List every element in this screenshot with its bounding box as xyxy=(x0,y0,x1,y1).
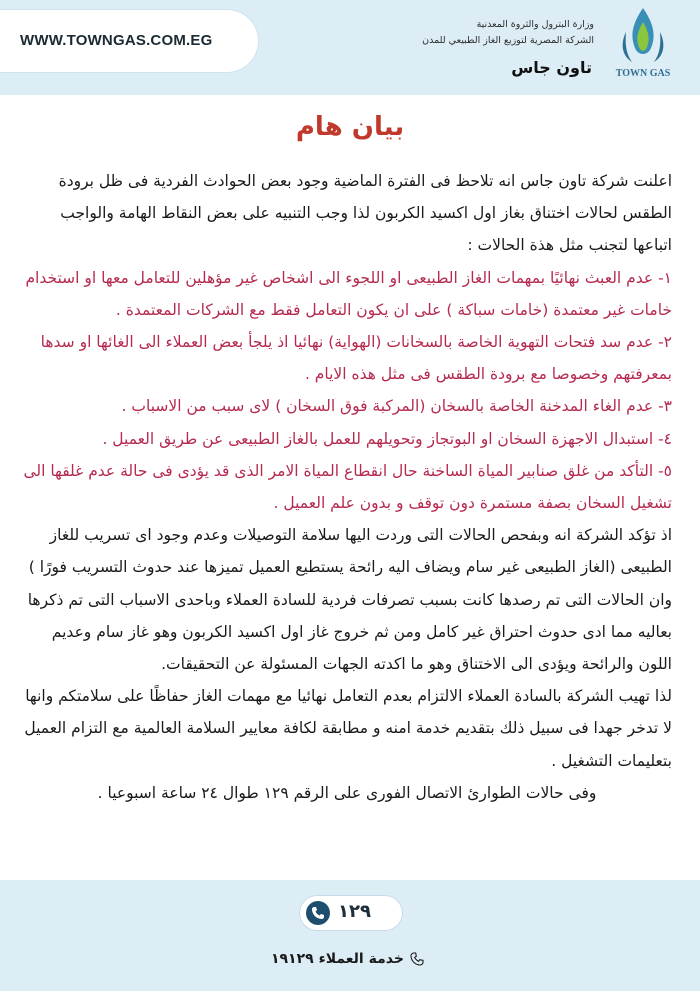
list-item: ٤- استبدال الاجهزة السخان او البوتجاز وتحويلهم للعمل بالغاز الطبيعى عن طريق العميل . xyxy=(102,429,672,448)
list-item: ١- عدم العبث نهائيًا بمهمات الغاز الطبيعى او اللجوء الى اشخاص غير مؤهلين للتعامل معها او استخدام خامات غير معتمدة (خامات سباكة ) على ان يكون التعامل فقط مع الشركات المعتمدة . xyxy=(25,268,672,319)
announcement-body xyxy=(22,165,672,809)
logo-text: TOWN GAS xyxy=(615,68,671,79)
hotline-number[interactable]: ١٢٩ xyxy=(338,901,371,922)
intro-paragraph: اعلنت شركة تاون جاس انه تلاحظ فى الفترة الماضية وجود بعض الحوادث الفردية فى ظل برودة الطقس لحالات اختناق بغاز اول اكسيد الكربون لذا وجب التنبيه على بعض النقاط الهامة والواجب اتباعها لتجنب مثل هذة الحالات : xyxy=(58,172,672,255)
brand-name: تاون جاس xyxy=(511,58,592,77)
list-item: ٢- عدم سد فتحات التهوية الخاصة بالسخانات (الهواية) نهائيا اذ يلجأ بعض العملاء الى الغائها او سدها بمعرفتهم وخصوصا مع برودة الطقس فى مثل هذه الايام . xyxy=(40,333,672,384)
phone-outline-icon xyxy=(409,951,425,967)
emergency-paragraph: وفى حالات الطوارئ الاتصال الفورى على الرقم ١٢٩ طوال ٢٤ ساعة اسبوعيا . xyxy=(97,783,597,802)
ministry-line-1: وزارة البترول والثروة المعدنية xyxy=(476,19,594,30)
appeal-paragraph: لذا تهيب الشركة بالسادة العملاء الالتزام بعدم التعامل نهائيا مع مهمات الغاز حفاظًا على سلامتكم وانها لا تدخر جهدا فى سبيل ذلك بتقديم خدمة امنه و مطابقة لكافة معايير السلامة العالمية مع التزام العميل بتعليمات التشغيل . xyxy=(24,687,672,770)
page-title: بيان هام xyxy=(295,112,405,142)
list-item: ٥- التأكد من غلق صنابير المياة الساخنة حال انقطاع المياة الامر الذى قد يؤدى فى حالة عدم غلقها الى تشغيل السخان بصفة مستمرة دون توقف و بدون علم العميل . xyxy=(23,461,672,513)
website-url-pill[interactable] xyxy=(0,10,258,72)
website-url[interactable]: WWW.TOWNGAS.COM.EG xyxy=(20,32,213,49)
customer-service-text: خدمة العملاء ١٩١٢٩ xyxy=(270,951,404,967)
list-item: ٣- عدم الغاء المدخنة الخاصة بالسخان (المركبة فوق السخان ) لاى سبب من الاسباب . xyxy=(121,397,672,416)
findings-paragraph: اذ تؤكد الشركة انه وبفحص الحالات التى وردت اليها سلامة التوصيلات وعدم وجود اى تسريب للغاز الطبيعى (الغاز الطبيعى غير سام ويضاف اليه رائحة يستطيع العميل تميزها عند حدوث التسريب فورًا ) وان الحالات التى تم رصدها كانت بسبب تصرفات فردية للسادة العملاء وباحدى الاسباب التى تم ذكرها بعاليه مما ادى حدوث احتراق غير كامل ومن ثم خروج غاز اول اكسيد الكربون وهو غاز سام وعديم اللون والرائحة ويؤدى الى الاختناق وهو ما اكدته الجهات المسئولة عن التحقيقات. xyxy=(27,526,672,674)
hotline-button[interactable] xyxy=(300,896,402,930)
phone-icon xyxy=(306,901,330,925)
ministry-line-2: الشركة المصرية لتوزيع الغاز الطبيعي للمدن xyxy=(422,35,594,46)
customer-service-line xyxy=(0,948,700,967)
ministry-block xyxy=(334,17,594,49)
